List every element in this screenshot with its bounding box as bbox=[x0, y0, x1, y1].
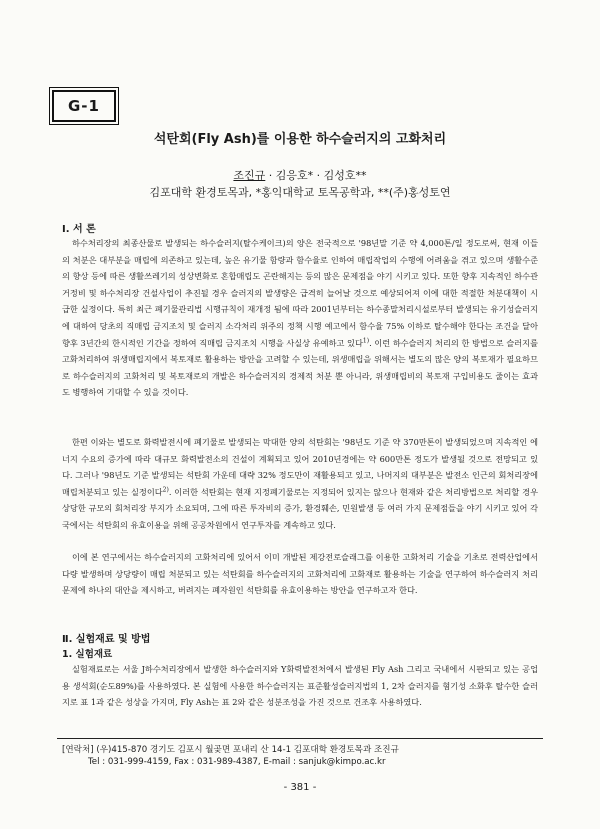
intro-p2-text: 한편 이와는 별도로 화력발전시에 폐기물로 발생되는 막대한 양의 석탄회는 '98년도 기준 약 370만톤이 발생되었으며 지속적인 에너지 수요의 증가에 따라 대규모 화력발전소의 건설이 계획되고 있어 2010년경에는 약 600만톤 정도가 발생될 것으로 전망되고 있다. 그러나 '98년도 기준 발생되는 석탄회 가운데 대략 32% 정도만이 재활용되고 있고, 나머지의 대부분은 발전소 인근의 회처리장에 매립처분되고 있는 실정이다 bbox=[62, 437, 538, 497]
contact-phone: Tel : 031-999-4159, Fax : 031-989-4387, E-mail : sanjuk@kimpo.ac.kr bbox=[88, 757, 386, 767]
author-line bbox=[0, 167, 600, 183]
intro-p1-text: 하수처리장의 최종산물로 발생되는 하수슬러지(탈수케이크)의 양은 전국적으로 '98년말 기준 약 4,000톤/일 정도로써, 현재 이들의 처분은 대부분을 매립에 의존하고 있는데, 높은 유기물 함량과 함수율로 인하여 매립작업의 수행에 어려움을 겪고 있으며 생활수준의 향상 등에 따른 생활쓰레기의 성상변화로 혼합매립도 곤란해지는 등의 많은 문제점을 야기 시키고 있다. 또한 향후 지속적인 하수관거정비 및 하수처리장 건설사업이 추진될 경우 슬러지의 발생량은 급격히 늘어날 것으로 예상되어져 이에 대한 적절한 처분대책이 시급한 실정이다. 특히 최근 폐기물관리법 시행규칙이 재개정 됨에 따라 2001년부터는 하수종말처리시설로부터 발생되는 유기성슬러지에 대하여 당초의 직매립 금지조치 및 슬러지 소각처리 위주의 정책 시행 예고에서 함수율 75% 이하로 탈수해야 한다는 조건을 달아 향후 3년간의 한시적인 기간을 정하여 직매립 금지조치 시행을 사실상 유예하고 있다 bbox=[62, 238, 538, 348]
page-number: - 381 - bbox=[283, 782, 317, 793]
intro-p1-tail: . 이런 하수슬러지 처리의 한 방법으로 슬러지를 고화처리하여 위생매립지에서 복토재로 활용하는 방안을 고려할 수 있는데, 위생매립을 위해서는 별도의 많은 양의 복토재가 필요하므로 하수슬러지의 고화처리 및 복토재로의 개발은 하수슬러지의 경제적 처분 뿐 아니라, 위생매립비의 복토재 구입비용도 줄이는 효과도 병행하여 기대할 수 있을 것이다. bbox=[62, 337, 538, 398]
methods-heading: Ⅱ. 실험재료 및 방법 bbox=[62, 634, 151, 645]
citation-1: 1) bbox=[362, 336, 370, 344]
contact-address: [연락처] (우)415-870 경기도 김포시 월곶면 포내리 산 14-1 김포대학 환경토목과 조진규 bbox=[62, 745, 399, 755]
intro-paragraph-2 bbox=[62, 434, 538, 534]
intro-p2-tail: . 이러한 석탄회는 현재 지정폐기물로는 지정되어 있지는 않으나 현재와 같은 처리방법으로 처리할 경우 상당한 규모의 회처리장 부지가 소요되며, 그에 따른 투자비의 증가, 환경훼손, 민원발생 등 여러 가지 문제점들을 야기 시키고 있어 각국에서는 석탄회의 유효이용을 위해 공공차원에서 연구투자를 계속하고 있다. bbox=[62, 486, 538, 530]
session-code-box: G-1 bbox=[52, 90, 116, 122]
paper-title: 석탄회(Fly Ash)를 이용한 하수슬러지의 고화처리 bbox=[153, 132, 447, 147]
intro-heading: Ⅰ. 서 론 bbox=[62, 224, 96, 235]
first-author: 조진규 bbox=[233, 169, 266, 182]
intro-paragraph-1 bbox=[62, 235, 538, 401]
affiliations: 김포대학 환경토목과, *홍익대학교 토목공학과, **(주)홍성토연 bbox=[149, 186, 451, 199]
footer-rule bbox=[57, 738, 543, 739]
materials-paragraph: 실험재료로는 서울 J하수처리장에서 발생한 하수슬러지와 Y화력발전처에서 발생된 Fly Ash 그리고 국내에서 시판되고 있는 공업용 생석회(순도89%)를 사용하였다. 본 실험에 사용한 하수슬러지는 표준활성슬러지법의 1, 2차 슬러지를 혐기성 소화후 탈수한 슬러지로 표 1과 같은 성상을 가지며, Fly Ash는 표 2와 같은 성분조성을 가진 것으로 건조후 사용하였다. bbox=[62, 664, 538, 708]
intro-paragraph-3: 이에 본 연구에서는 하수슬러지의 고화처리에 있어서 이미 개발된 제강전로슬래그를 이용한 고화처리 기술을 기초로 전력산업에서 다량 발생하며 상당량이 매립 처분되고 있는 석탄회를 하수슬러지의 고화처리에 고화재로 활용하는 기술을 연구하여 하수슬러지 처리문제에 하나의 대안을 제시하고, 버려지는 폐자원인 석탄회를 유효이용하는 방안을 연구하고자 한다. bbox=[62, 552, 538, 596]
citation-2: 2) bbox=[162, 486, 169, 494]
materials-subheading: 1. 실험재료 bbox=[62, 649, 113, 660]
co-authors: · 김응호* · 김성호** bbox=[265, 169, 367, 182]
